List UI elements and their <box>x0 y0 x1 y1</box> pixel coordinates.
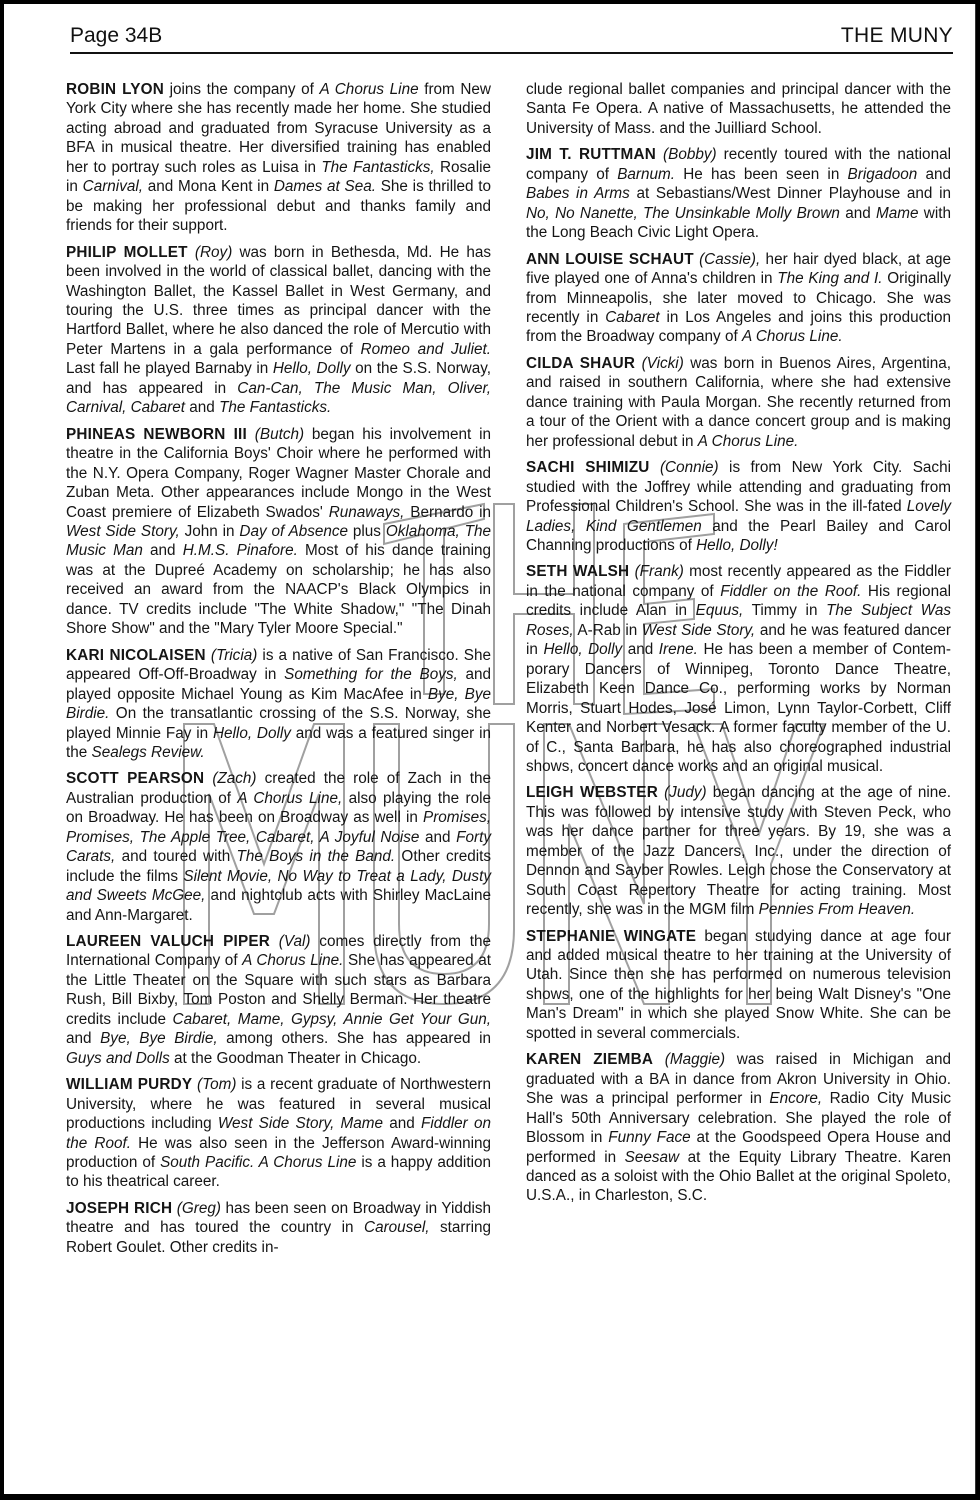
bio-text: and <box>185 399 220 417</box>
bio-text: On the transatlantic crossing of the S.S. Norway, she played Minnie Fay in <box>66 705 491 742</box>
bio-text: and was a featured singer in the <box>66 724 492 761</box>
cast-name: JOSEPH RICH <box>66 1199 173 1217</box>
bio-text: Most of his dance training was at the Dupreé Academy on scholarship; he has also received an award from the NAACP's Black Olympics in dance. TV credits include "The White Shadow," "The Dinah Shore Show" and the "Mary Tyler Moore Special." <box>66 542 492 638</box>
italic-title: A Chorus Line <box>319 81 419 98</box>
bio-text: comes directly from the International Company of <box>66 933 491 970</box>
bio-text: also playing the role on Broadway. He has been on Broadway as well in <box>66 789 492 827</box>
cast-name: WILLIAM PURDY <box>66 1076 193 1094</box>
bio-text: most recently appeared as the Fiddler in the national company of <box>526 563 951 600</box>
italic-title: Guys and Dolls <box>66 1049 170 1067</box>
italic-title: (Roy) <box>194 243 233 261</box>
cast-bio <box>526 458 951 555</box>
cast-name: SCOTT PEARSON <box>66 770 205 788</box>
bio-text: was born in Buenos Aires, Argentina, and raised in southern California, where she had extensive dance training with Paula Morgan. She recently returned from a tour of the Orient with a dance concert group and is making her professional debut in <box>526 354 951 450</box>
italic-title: Babes in Arms <box>526 185 630 203</box>
bio-text: She has appeared at the Little Theater on the Square with such stars as Barbara Rush, Bill Bixby, Tom Poston and Shelly Berman. Her theatre credits include <box>66 952 491 1028</box>
bio-text: with the Long Beach Civic Light Opera. <box>526 204 951 242</box>
italic-title: (Cassie), <box>699 250 761 268</box>
bio-text: Last fall he played Barnaby in <box>66 360 273 378</box>
italic-title: (Tom) <box>197 1076 237 1094</box>
cast-bio <box>66 646 491 763</box>
cast-bio <box>526 145 951 242</box>
italic-title: Fiddler on the Roof. <box>720 582 862 600</box>
cast-name: LAUREEN VALUCH PIPER <box>66 933 270 951</box>
italic-title: The Boys in the Band. <box>236 848 396 866</box>
italic-title: Hello, Dolly! <box>696 536 778 554</box>
cast-name: PHILIP MOLLET <box>66 243 188 261</box>
italic-title: (Butch) <box>254 425 305 443</box>
bio-text <box>270 933 279 950</box>
italic-title: Hello, Dolly <box>543 641 623 659</box>
cast-bio <box>526 783 951 919</box>
bio-text: is from New York City. Sachi studied with the Joffrey while attending and graduating from Professional Children's School. She was in the ill-fated <box>526 459 951 516</box>
bio-text: created the role of Zach in the Australian production of <box>66 770 491 807</box>
cast-name: SACHI SHIMIZU <box>526 459 650 477</box>
italic-title: Cabaret <box>605 308 660 326</box>
bio-text: Other credits include the films <box>66 848 492 885</box>
italic-title: Hello, Dolly <box>212 724 291 742</box>
bio-text: and <box>383 1115 421 1133</box>
italic-title: Forty Carats, <box>66 828 491 866</box>
italic-title: H.M.S. Pinafore. <box>182 542 298 560</box>
italic-title: A Chorus Line. <box>242 952 344 970</box>
cast-name: KARI NICOLAISEN <box>66 646 206 664</box>
cast-bio <box>66 80 491 236</box>
bio-text <box>656 146 663 163</box>
cast-bio <box>66 243 491 418</box>
cast-name: KAREN ZIEMBA <box>526 1051 654 1069</box>
bio-text: and the Pearl Bailey and Carol Channing productions of <box>526 517 951 554</box>
bio-text: and he was featured dancer in <box>526 621 951 659</box>
italic-title: Day of Absence <box>239 522 349 540</box>
italic-title: Can-Can, The Music Man, Oliver, Carnival, Cabaret <box>66 379 491 417</box>
italic-title: (Maggie) <box>664 1051 726 1069</box>
bio-text: is a happy addition to his theatrical career. <box>66 1154 491 1191</box>
bio-text: and nightclub acts with Shirley MacLaine and Ann-Margaret. <box>66 887 491 924</box>
program-page <box>4 4 976 1494</box>
cast-bio <box>66 1075 491 1192</box>
bio-text: began studying dance at age four and added musical theatre to her training at the University of Utah. Since then she has performed on numerous television shows, one of the highlights for her being Walt Disney's "One Man's Dream" in which she played Snow White. She can be spotted in several commercials. <box>526 927 951 1042</box>
bio-text <box>653 1051 665 1068</box>
italic-title: (Vicki) <box>641 354 684 372</box>
bio-text: He has been a member of Contemporary Dancers of Winnipeg, Toronto Dance Theatre, Elizabeth Keen Dance Co., performing works by Norman Morris, Stuart Hodes, José Limon, Lynn Taylor-Corbett, Cliff Kenter and Norbert Vesack. A former faculty member of the U. of C., Santa Barbara, he has also choreographed industrial shows, concert dance works and an original musical. <box>526 641 952 775</box>
cast-bio <box>66 425 491 639</box>
bio-text: Bernardo in <box>404 503 491 521</box>
cast-name: ROBIN LYON <box>66 81 164 98</box>
bio-text: plus <box>348 522 386 540</box>
italic-title: The King and I. <box>777 270 883 288</box>
italic-title: (Judy) <box>664 784 707 802</box>
italic-title: (Tricia) <box>210 646 258 664</box>
italic-title: Hello, Dolly <box>272 360 351 378</box>
italic-title: Lovely Ladies, Kind Gentlemen <box>526 498 951 535</box>
italic-title: A Chorus Line, <box>237 789 343 807</box>
italic-title: A Chorus Line. <box>741 328 843 346</box>
bio-text: her hair dyed black, at age five played one of Anna's children in <box>526 250 951 288</box>
italic-title: West Side Story, <box>641 621 756 639</box>
bio-text: among others. She has appeared in <box>217 1030 492 1048</box>
page-header <box>70 22 953 54</box>
italic-title: Barnum. <box>617 165 676 183</box>
cast-bio <box>66 1199 491 1257</box>
italic-title: Something for the Boys, <box>284 666 458 684</box>
cast-bio <box>526 80 951 138</box>
cast-bio <box>526 927 951 1044</box>
italic-title: (Connie) <box>659 459 719 477</box>
italic-title: (Greg) <box>176 1199 221 1217</box>
cast-bio <box>526 1050 951 1206</box>
bio-text: starring Robert Goulet. Other credits in- <box>66 1219 491 1256</box>
bio-text: on the S.S. Norway, and has appeared in <box>66 360 491 397</box>
bio-text: He was also seen in the Jefferson Award-winning production of <box>66 1134 492 1172</box>
italic-title: West Side Story, Mame <box>217 1115 384 1133</box>
bio-text: and played opposite Michael Young as Kim MacAfee in <box>66 666 491 703</box>
italic-title: Carousel, <box>364 1219 430 1237</box>
bio-text: has been seen on Broadway in Yiddish theatre and has toured the country in <box>66 1199 492 1237</box>
bio-text: and <box>419 828 457 846</box>
italic-title: Cabaret, Mame, Gypsy, Annie Get Your Gun, <box>172 1010 492 1028</box>
cast-name: SETH WALSH <box>526 563 630 581</box>
italic-title: Promises, Promises, The Apple Tree, Cabaret, A Joyful Noise <box>66 809 491 846</box>
italic-title: Carnival, <box>82 178 143 196</box>
italic-title: The Subject Was Roses, <box>526 602 952 639</box>
bio-text: clude regional ballet companies and principal dancer with the Santa Fe Opera. A native of Massachusetts, he attended the University of Mass. and the Juilliard School. <box>526 81 951 137</box>
bio-text: and Mona Kent in <box>143 178 274 196</box>
italic-title: Pennies From Heaven. <box>758 901 916 919</box>
cast-name: STEPHANIE WINGATE <box>526 927 697 945</box>
bio-text: at the Equity Library Theatre. Karen danced as a soloist with the Ohio Ballet at the original Spoleto, U.S.A., in Charleston, S.C. <box>526 1148 952 1205</box>
italic-title: Runaways, <box>328 503 405 521</box>
bio-text: from New York City where she has recently made her home. She studied acting abroad and graduated from Syracuse University as a BFA in musical theatre. Her diversified training has enabled her to portray such roles as Luisa in <box>66 81 491 176</box>
bio-text: He has been seen in <box>675 165 848 183</box>
bio-text: His regional credits include Alan in <box>526 582 951 620</box>
italic-title: (Frank) <box>634 563 684 581</box>
cast-bio <box>66 932 491 1068</box>
bio-text: was born in Bethesda, Md. He has been involved in the world of classical ballet, dancing with the Washington Ballet, the Kassel Ballet in West Germany, and touring the U.S. three times as principal dancer with the Hartford Ballet, where he also danced the role of Mercutio with Peter Martens in a gala performance of <box>66 243 492 358</box>
cast-name: ANN LOUISE SCHAUT <box>526 250 694 268</box>
italic-title: Romeo and Juliet. <box>360 340 491 358</box>
italic-title: South Pacific. A Chorus Line <box>160 1154 357 1172</box>
bio-text: Originally from Minneapolis, she later moved to Chicago. She was recently in <box>526 270 951 326</box>
italic-title: West Side Story, <box>66 522 180 540</box>
bio-text: in Los Angeles and joins this production from the Broadway company of <box>526 308 951 346</box>
bio-text <box>650 459 660 476</box>
left-column <box>66 80 491 1264</box>
italic-title: Fiddler on the Roof. <box>66 1115 491 1152</box>
italic-title: (Bobby) <box>663 146 717 164</box>
italic-title: Brigadoon <box>847 165 918 183</box>
italic-title: (Zach) <box>212 770 257 788</box>
right-column <box>526 80 951 1213</box>
italic-title: Bye, Bye Birdie, <box>100 1030 218 1048</box>
bio-text: and <box>917 165 951 183</box>
bio-text: Radio City Music Hall's 50th Anniversary celebration. She played the role of Blossom in <box>526 1090 952 1147</box>
cast-name: PHINEAS NEWBORN III <box>66 425 247 443</box>
bio-text: A-Rab in <box>573 621 642 639</box>
italic-title: Silent Movie, No Way to Treat a Lady, Dusty and Sweets McGee, <box>66 867 491 905</box>
bio-text: and <box>622 641 659 659</box>
bio-text: Timmy in <box>743 602 827 620</box>
bio-text: recently toured with the national company of <box>526 146 951 183</box>
bio-text: John in <box>179 522 240 540</box>
cast-bio <box>66 769 491 925</box>
italic-title: Irene. <box>658 641 698 659</box>
bio-text: is a recent graduate of Northwestern University, where he was featured in several musical productions including <box>66 1076 491 1133</box>
bio-text: and <box>839 204 877 222</box>
bio-text <box>247 426 255 443</box>
bio-text: joins the company of <box>163 81 320 98</box>
bio-text: at Sebastians/West Dinner Playhouse and in <box>629 185 952 203</box>
cast-bio <box>526 354 951 451</box>
cast-name: JIM T. RUTTMAN <box>526 146 656 164</box>
bio-text: at the Goodspeed Opera House and performed in <box>526 1129 952 1166</box>
italic-title: Encore, <box>769 1090 823 1108</box>
cast-name: CILDA SHAUR <box>526 354 636 372</box>
italic-title: Sealegs Review. <box>91 743 205 761</box>
italic-title: The Fantasticks, <box>321 158 435 176</box>
italic-title: Funny Face <box>608 1129 691 1147</box>
italic-title: Bye, Bye Birdie. <box>66 685 491 723</box>
italic-title: Dames at Sea. <box>273 178 376 196</box>
bio-text: began his involvement in theatre in the California Boys' Choir where he performed with the N.Y. Opera Company, Roger Wagner Master Chorale and Zuban Meta. Other appearances include Mongo in the West Coast premiere of Elizabeth Swados' <box>66 425 492 521</box>
bio-text: and <box>66 1030 101 1048</box>
bio-text: is a native of San Francisco. She appeared Off-Off-Broadway in <box>66 646 491 684</box>
bio-text: and toured with <box>115 848 237 866</box>
publication-title: THE MUNY <box>840 24 953 47</box>
page-number: Page 34B <box>70 24 163 47</box>
italic-title: The Fantasticks. <box>219 399 332 417</box>
cast-bio <box>526 562 951 776</box>
bio-text: Rosalie in <box>66 158 491 196</box>
cast-bio <box>526 250 951 347</box>
bio-text: began dancing at the age of nine. This was followed by intensive study with Steven Peck, who was her dance partner for three years. By 19, she was a member of the Jazz Dancers, Inc., under the direction of Dennon and Sayber Rowles. Leigh chose the Conservatory at South Coast Repertory Theatre for acting training. Most recently, she was in the MGM film <box>526 784 952 919</box>
italic-title: Seesaw <box>624 1148 680 1166</box>
bio-text <box>188 244 195 261</box>
italic-title: Mame <box>876 204 919 222</box>
italic-title: Oklahoma, The Music Man <box>66 522 491 560</box>
italic-title: No, No Nanette, The Unsinkable Molly Brown <box>526 204 840 222</box>
bio-text: and <box>142 542 183 560</box>
bio-text: at the Goodman Theater in Chicago. <box>169 1049 422 1067</box>
italic-title: Equus, <box>695 602 744 620</box>
bio-text: was raised in Michigan and graduated with a BA in dance from Akron University in Ohio. She was a principal performer in <box>526 1051 951 1108</box>
italic-title: (Val) <box>278 933 311 951</box>
cast-name: LEIGH WEBSTER <box>526 784 658 802</box>
bio-text: She is thrilled to be making her professional debut and thanks family and friends for their support. <box>66 178 491 235</box>
italic-title: A Chorus Line. <box>697 432 799 450</box>
